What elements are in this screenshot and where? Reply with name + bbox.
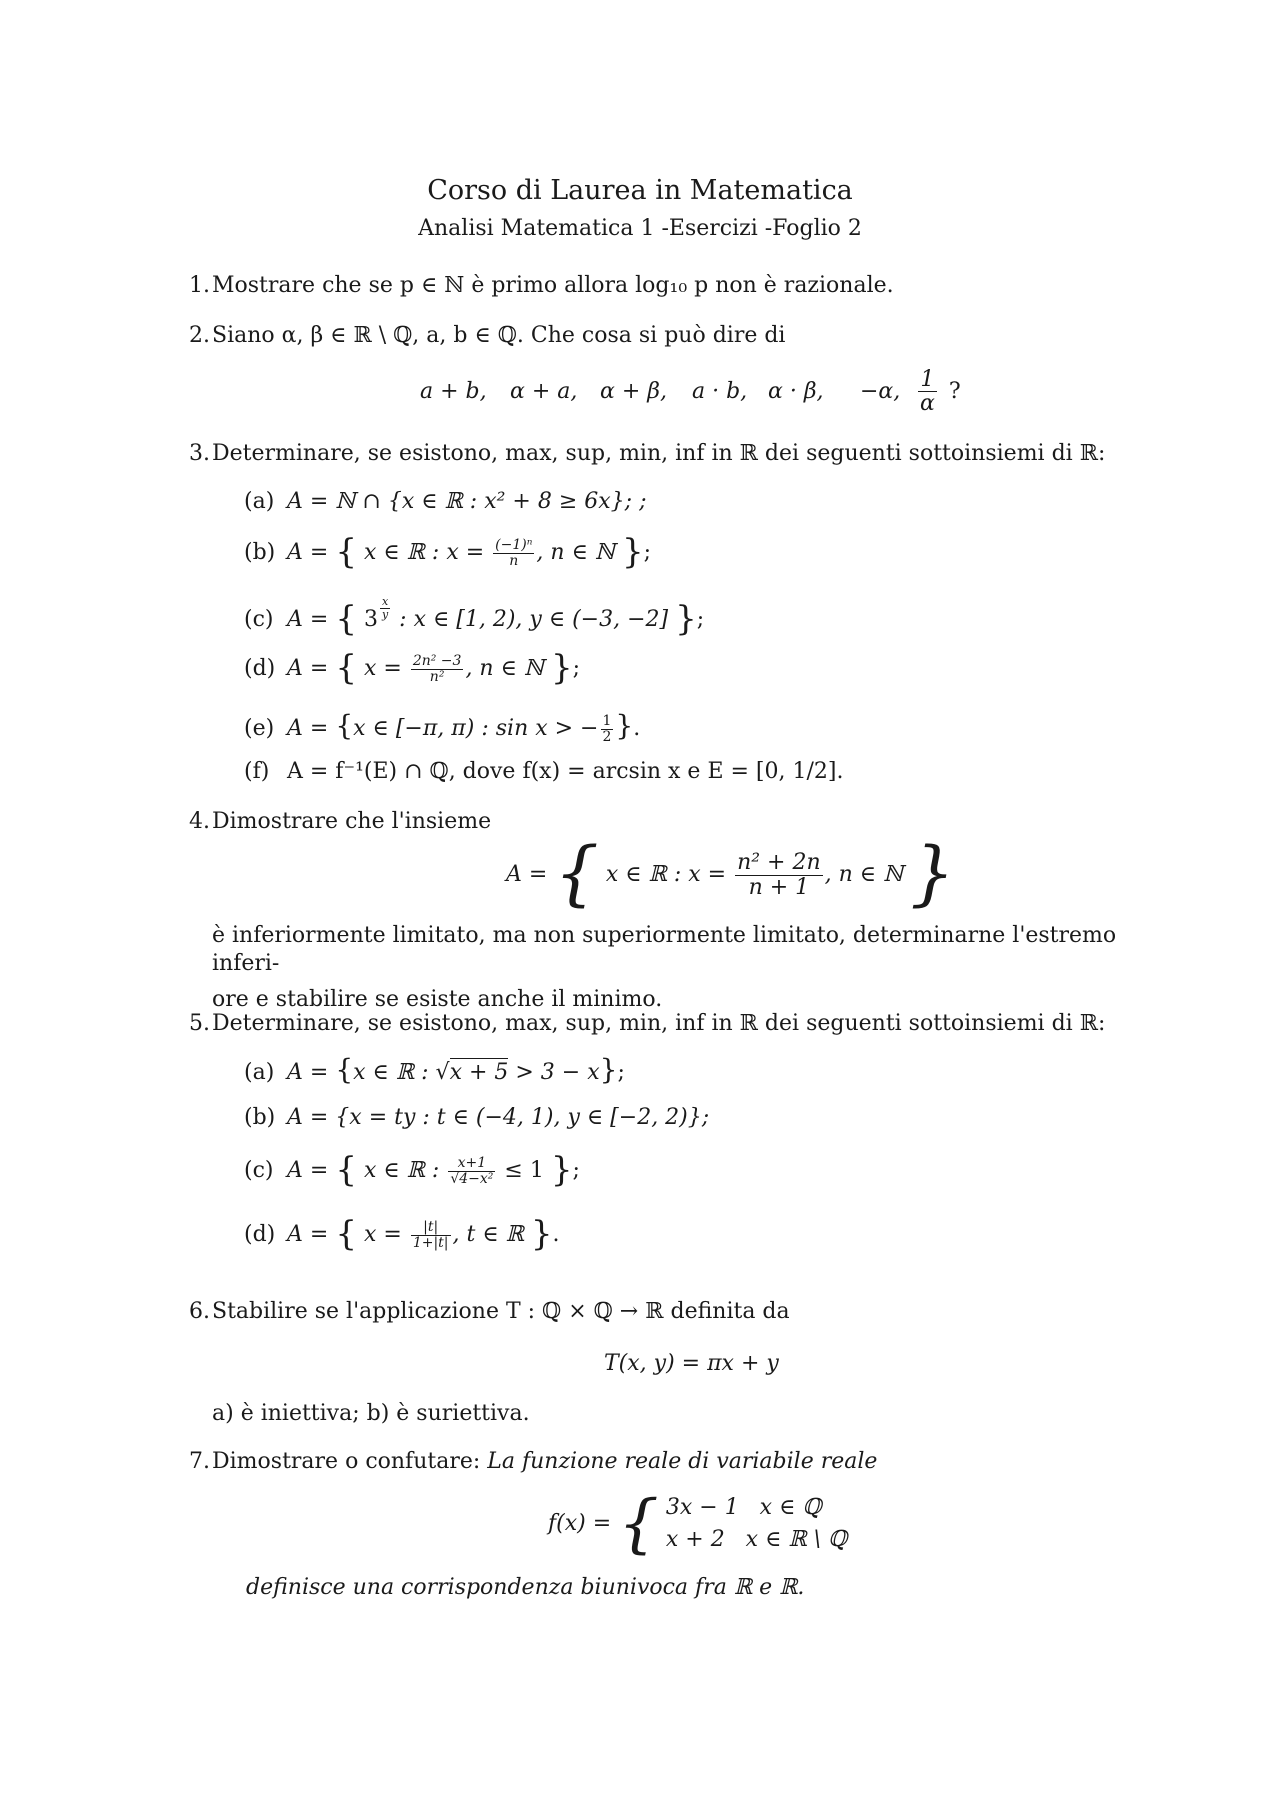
set-lhs: A = — [287, 1060, 329, 1085]
exercise-text: Siano α, β ∈ ℝ \ ℚ, a, b ∈ ℚ. Che cosa si può dire di — [212, 323, 786, 348]
punctuation: ; — [643, 540, 652, 566]
conclusion-line: ore e stabilire se esiste anche il minimo. — [212, 987, 663, 1012]
subitem-label: (c) — [244, 606, 274, 632]
fraction-numerator: 2n² −3 — [412, 653, 462, 669]
expression: a · b, — [692, 378, 748, 404]
fraction-numerator: n² + 2n — [737, 850, 821, 876]
set-lhs: A = — [287, 656, 329, 682]
exercise-number: 6. — [189, 1299, 210, 1324]
punctuation: ; — [572, 1158, 580, 1184]
subitem-label: (b) — [244, 1105, 276, 1130]
punctuation: ; — [617, 1060, 625, 1085]
fraction-denominator: 1+|t| — [412, 1234, 449, 1251]
left-brace: { — [554, 832, 599, 914]
set-condition: ≤ 1 — [497, 1158, 544, 1184]
case-row: 3x − 1 x ∈ ℚ — [665, 1495, 822, 1520]
punctuation: ; — [572, 656, 581, 682]
fraction-denominator: 2 — [602, 728, 612, 745]
exercise-text: Determinare, se esistono, max, sup, min, inf in ℝ dei seguenti sottoinsiemi di ℝ: — [212, 441, 1106, 466]
expression: α + a, — [510, 378, 578, 404]
fraction-denominator: y — [381, 607, 389, 621]
exercise-2 — [189, 322, 1142, 350]
fraction-denominator: n + 1 — [735, 875, 823, 899]
right-brace: } — [599, 1053, 618, 1086]
fraction — [411, 654, 464, 684]
subitem-text: A = {x = ty : t ∈ (−4, 1), y ∈ [−2, 2)}; — [287, 1105, 710, 1130]
exercise-7 — [189, 1448, 1142, 1476]
punctuation: . — [552, 1222, 560, 1248]
exercise-4-conclusion — [212, 922, 1152, 1014]
right-brace: } — [550, 1150, 573, 1191]
left-brace: { — [335, 1150, 357, 1191]
subitem-label: (b) — [244, 540, 276, 566]
exercise-5d — [244, 1214, 560, 1255]
page-subtitle: Analisi Matematica 1 -Esercizi -Foglio 2 — [418, 216, 862, 241]
set-condition: , t ∈ ℝ — [452, 1222, 524, 1248]
set-lhs: A = — [287, 606, 329, 632]
set-condition: x = — [363, 656, 402, 682]
set-lhs: A = — [287, 540, 329, 566]
power-base: 3 — [363, 606, 378, 632]
subitem-label: (c) — [244, 1158, 274, 1184]
fraction-numerator: 1 — [602, 712, 612, 729]
subitem-label: (d) — [244, 656, 276, 682]
right-brace: } — [621, 532, 644, 573]
left-brace: { — [335, 648, 357, 689]
subitem-text: A = f⁻¹(E) ∩ ℚ, dove f(x) = arcsin x e E = [0, 1/2]. — [287, 759, 844, 784]
right-brace: } — [615, 709, 634, 742]
sqrt-icon: √ — [435, 1060, 450, 1085]
exercise-number: 2. — [189, 323, 210, 348]
fraction — [735, 851, 823, 898]
exercise-1 — [189, 272, 1142, 300]
punctuation: ; — [696, 606, 705, 632]
exercise-number: 5. — [189, 1011, 210, 1036]
exercise-4 — [189, 808, 1142, 836]
punctuation: . — [633, 716, 641, 741]
exercise-3d — [244, 648, 581, 689]
set-condition: x ∈ ℝ : x = — [605, 862, 727, 887]
subitem-text: A = ℕ ∩ {x ∈ ℝ : x² + 8 ≥ 6x}; ; — [287, 489, 647, 514]
subitem-label: (d) — [244, 1222, 276, 1248]
exercise-number: 3. — [189, 441, 210, 466]
fraction-denominator: √4−x² — [450, 1170, 494, 1187]
set-condition: , n ∈ ℕ — [824, 862, 904, 887]
exercise-3a — [244, 488, 646, 516]
exercise-text: Mostrare che se p ∈ ℕ è primo allora log₁₀ p non è razionale. — [212, 273, 894, 298]
exercise-number: 1. — [189, 273, 210, 298]
left-brace: { — [335, 532, 357, 573]
exercise-5b — [244, 1104, 709, 1132]
exponent-fraction — [380, 596, 390, 620]
expression: α + β, — [600, 378, 667, 404]
fraction — [411, 1220, 451, 1250]
set-condition: , n ∈ ℕ — [536, 540, 615, 566]
exercise-5c — [244, 1150, 580, 1191]
exercise-6-questions: a) è iniettiva; b) è suriettiva. — [212, 1401, 530, 1426]
fraction-numerator: |t| — [423, 1219, 439, 1235]
fraction-one-over-alpha — [918, 368, 937, 415]
exercise-7-conclusion: definisce una corrispondenza biunivoca fra ℝ e ℝ. — [246, 1575, 805, 1600]
page-title: Corso di Laurea in Matematica — [427, 175, 853, 206]
radicand: x + 5 — [449, 1060, 509, 1085]
function-lhs: f(x) = — [548, 1511, 612, 1536]
exercise-5 — [189, 1010, 1142, 1038]
exercise-5a — [244, 1053, 625, 1087]
exercise-3f — [244, 758, 843, 786]
conclusion-line: è inferiormente limitato, ma non superiormente limitato, determinarne l'estremo inferi- — [212, 923, 1117, 976]
set-condition: x ∈ ℝ : — [353, 1060, 436, 1085]
subitem-label: (a) — [244, 489, 275, 514]
exercise-text: Dimostrare che l'insieme — [212, 809, 492, 834]
fraction-numerator: 1 — [920, 367, 935, 392]
exercise-7-function — [548, 1487, 848, 1561]
piecewise-cases — [666, 1492, 847, 1556]
set-condition: x = — [363, 1222, 402, 1248]
fraction-denominator: n — [493, 553, 534, 569]
exercise-text-italic: La funzione reale di variabile reale — [487, 1449, 878, 1474]
fraction-numerator: x+1 — [457, 1155, 487, 1171]
right-brace: } — [550, 648, 573, 689]
exercise-number: 7. — [189, 1449, 210, 1474]
fraction — [601, 714, 614, 744]
left-brace: { — [618, 1487, 659, 1561]
fraction — [493, 538, 534, 568]
set-condition: x ∈ ℝ : — [363, 1158, 440, 1184]
expression: −α, — [860, 378, 901, 404]
subitem-label: (e) — [244, 716, 275, 741]
set-lhs: A = — [287, 1158, 329, 1184]
fraction-denominator: n² — [411, 669, 464, 685]
right-brace: } — [675, 598, 697, 639]
subitem-label: (f) — [244, 759, 270, 784]
exercise-2-expressions — [420, 368, 980, 415]
fraction-denominator: α — [920, 391, 935, 417]
fraction-numerator: x — [381, 595, 389, 608]
set-condition: , n ∈ ℕ — [465, 656, 544, 682]
set-condition: x ∈ ℝ : x = — [363, 540, 485, 566]
exercise-3e — [244, 709, 641, 745]
exercise-text: Determinare, se esistono, max, sup, min, inf in ℝ dei seguenti sottoinsiemi di ℝ: — [212, 1011, 1106, 1036]
left-brace: { — [335, 1214, 357, 1255]
right-brace: } — [530, 1214, 553, 1255]
fraction — [448, 1156, 495, 1186]
expression: a + b, — [420, 378, 487, 404]
expression: α · β, — [768, 378, 824, 404]
fraction-numerator: (−1)ⁿ — [495, 537, 533, 553]
set-lhs: A = — [287, 716, 329, 741]
exercise-3 — [189, 440, 1142, 468]
set-condition: x ∈ [−π, π) : sin x > − — [353, 716, 599, 741]
case-row: x + 2 x ∈ ℝ \ ℚ — [665, 1527, 848, 1552]
exercise-6-equation: T(x, y) = πx + y — [604, 1351, 779, 1376]
question-mark: ? — [948, 378, 961, 404]
header — [0, 172, 1280, 246]
exercise-3c — [244, 595, 705, 639]
exercise-number: 4. — [189, 809, 210, 834]
exercise-text: Stabilire se l'applicazione T : ℚ × ℚ → ℝ definita da — [212, 1299, 790, 1324]
left-brace: { — [335, 709, 354, 742]
set-lhs: A = — [287, 1222, 329, 1248]
left-brace: { — [335, 1053, 354, 1086]
subitem-label: (a) — [244, 1060, 275, 1085]
exercise-3b — [244, 532, 652, 573]
right-brace: } — [910, 832, 955, 914]
left-brace: { — [335, 598, 357, 639]
exercise-4-set — [506, 832, 955, 914]
set-condition: : x ∈ [1, 2), y ∈ (−3, −2] — [392, 606, 669, 632]
exercise-6 — [189, 1298, 1142, 1326]
exercise-text: Dimostrare o confutare: — [212, 1449, 488, 1474]
set-condition: > 3 − x — [508, 1060, 600, 1085]
set-lhs: A = — [506, 862, 548, 887]
